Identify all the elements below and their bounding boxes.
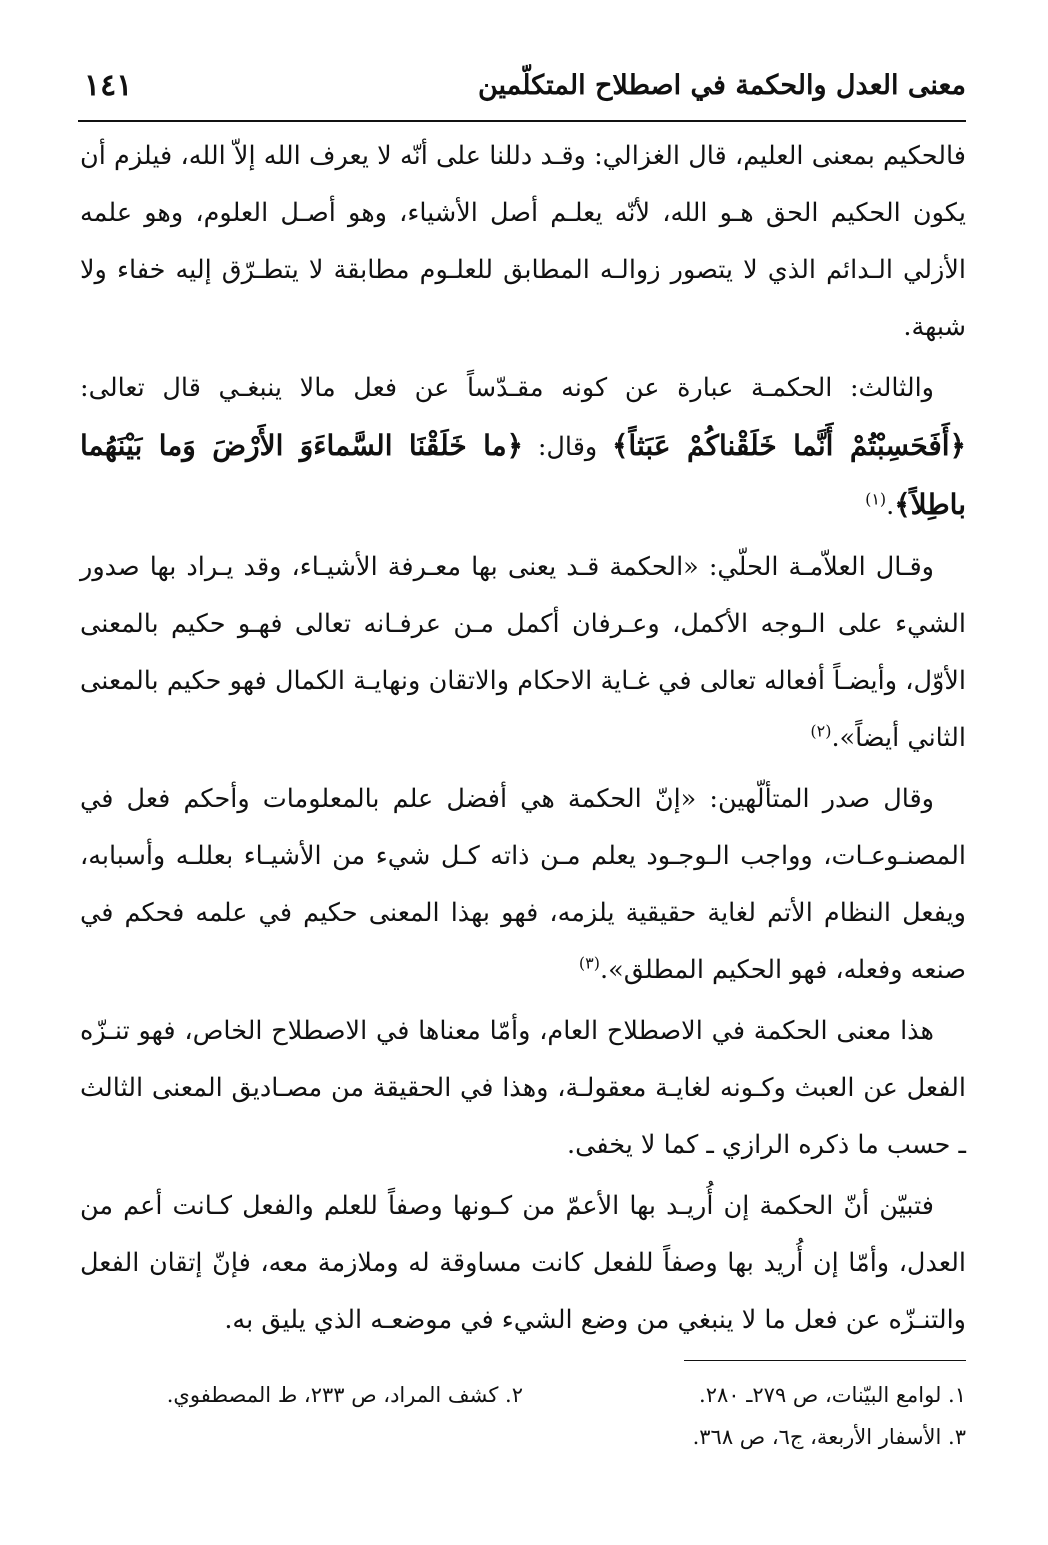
paragraph-5: [80, 1003, 966, 1174]
footnote-ref-1[interactable]: (١): [865, 489, 887, 509]
paragraph-3-text: وقـال العلاّمـة الحلّي: «الحكمة قـد يعنى بها معـرفة الأشيـاء، وقد يـراد بها صدور الشيء على الـوجه الأكمل، وعـرفان أكمل مـن عرفـانه تعالى فهـو حكيم بالمعنى الأوّل، وأيضـاً أفعاله تعالى في غـاية الاحكام والاتقان ونهايـة الكمال فهو حكيم بالمعنى الثاني أيضاً».: [80, 552, 966, 753]
footnote-ref-2[interactable]: (٢): [810, 721, 832, 741]
footnote-row: [80, 1416, 966, 1458]
footnote-2: ٢. كشف المراد، ص ٢٣٣، ط المصطفوي.: [166, 1383, 523, 1407]
footnote-1: ١. لوامع البيّنات، ص ٢٧٩ـ ٢٨٠.: [699, 1383, 966, 1407]
paragraph-2-tail: .: [886, 491, 895, 521]
main-text: [80, 128, 966, 1353]
footnote-3: ٣. الأسفار الأربعة، ج٦، ص ٣٦٨.: [692, 1425, 966, 1449]
footnote-ref-3[interactable]: (٣): [578, 953, 600, 973]
paragraph-2-mid: وقال:: [537, 432, 598, 462]
paragraph-4-text: وقال صدر المتألّهين: «إنّ الحكمة هي أفضل علم بالمعلومات وأحكم فعل في المصنـوعـات، وواجب الـوجـود يعلم مـن ذاته كـل شيء من الأشيـاء بعللـه وأسبابه، ويفعل النظام الأتم لغاية حقيقية يلزمه، فهو بهذا المعنى حكيم في علمه فحكم في صنعه وفعله، فهو الحكيم المطلق».: [80, 784, 966, 985]
paragraph-6-text: فتبيّن أنّ الحكمة إن أُريـد بها الأعمّ من كـونها وصفاً للعلم والفعل كـانت أعم من العدل، وأمّا إن أُريد بها وصفاً للفعل كانت مساوقة له وملازمة معه، فإنّ إتقان الفعل والتنـزّه عن فعل ما لا ينبغي من وضع الشيء في موضعـه الذي يليق به.: [80, 1191, 966, 1335]
paragraph-2-intro: والثالث: الحكمـة عبارة عن كونه مقـدّساً عن فعل مالا ينبغـي قال تعالى:: [80, 373, 934, 403]
paragraph-5-text: هذا معنى الحكمة في الاصطلاح العام، وأمّا معناها في الاصطلاح الخاص، فهو تنـزّه الفعل عن العبث وكـونه لغايـة معقولـة، وهذا في الحقيقة من مصـاديق المعنى الثالث ـ حسب ما ذكره الرازي ـ كما لا يخفى.: [80, 1016, 966, 1160]
footnotes: [80, 1374, 966, 1458]
paragraph-4: [80, 771, 966, 999]
paragraph-3: [80, 539, 966, 767]
footnote-divider: [684, 1360, 966, 1361]
paragraph-1: [80, 128, 966, 356]
page-header: [78, 62, 966, 122]
paragraph-6: [80, 1178, 966, 1349]
quran-verse-2: ﴿ما خَلَقْنَا السَّماءَوَ الأَرْضَ وَما بَيْنَهُما باطِلاً﴾: [80, 429, 966, 521]
quran-verse-1: ﴿أَفَحَسِبْتُمْ أَنَّما خَلَقْناكُمْ عَبَثاً﴾: [612, 429, 966, 462]
paragraph-2: [80, 360, 966, 535]
paragraph-1-text: فالحكيم بمعنى العليم، قال الغزالي: وقـد دللنا على أنّه لا يعرف الله إلاّ الله، فيلزم أن يكون الحكيم الحق هـو الله، لأنّه يعلـم أصل الأشياء، وهو أصـل العلوم، وهو علمه الأزلي الـدائم الذي لا يتصور زوالـه المطابق للعلـوم مطابقة لا يتطـرّق إليه خفاء ولا شبهة.: [80, 141, 966, 342]
page-number: ١٤١: [84, 68, 133, 103]
footnote-row: [80, 1374, 966, 1416]
running-title: معنى العدل والحكمة في اصطلاح المتكلّمين: [477, 70, 966, 101]
